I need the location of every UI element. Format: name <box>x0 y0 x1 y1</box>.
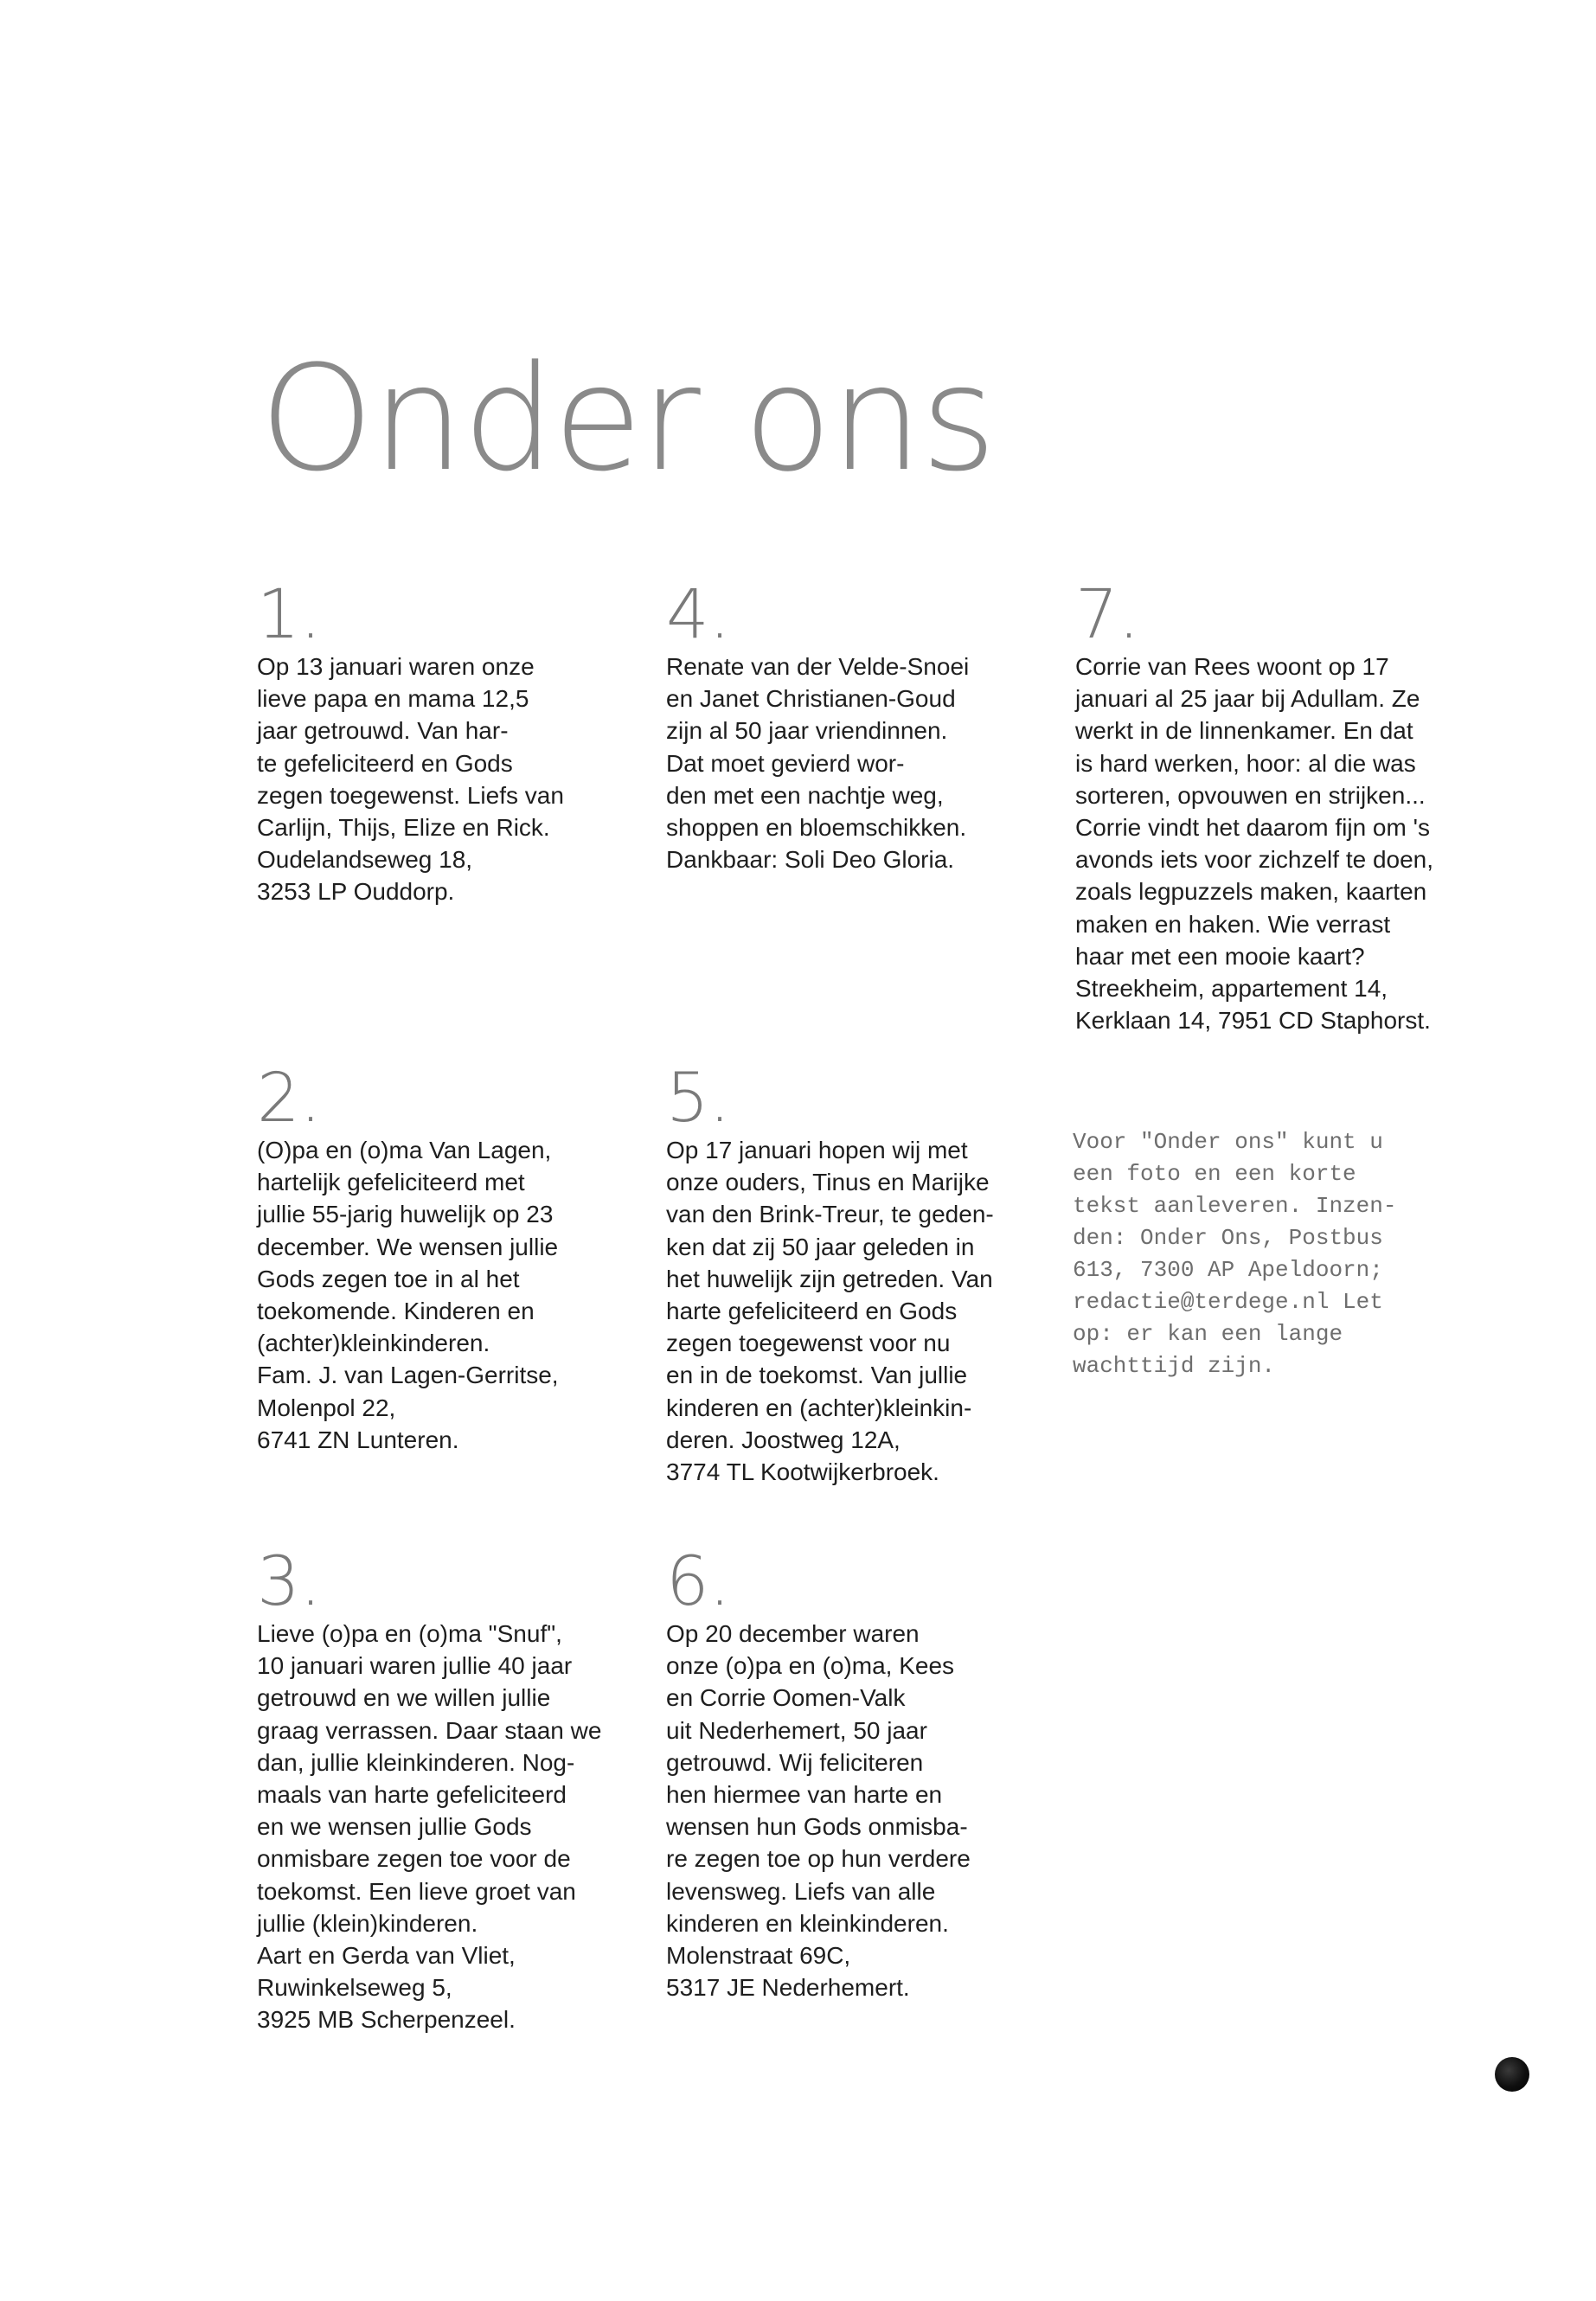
entry-line: Fam. J. van Lagen-Gerritse, <box>257 1362 559 1389</box>
entry-line: Lieve (o)pa en (o)ma "Snuf", <box>257 1620 562 1647</box>
entry-line: jullie 55-jarig huwelijk op 23 <box>257 1201 554 1228</box>
entry-line: en in de toekomst. Van jullie <box>666 1362 968 1389</box>
submission-notice <box>1073 1126 1396 1382</box>
entry-line: sorteren, opvouwen en strijken... <box>1075 781 1426 809</box>
entry-line: hen hiermee van harte en <box>666 1781 943 1809</box>
entry-line: zoals legpuzzels maken, kaarten <box>1075 878 1427 906</box>
entry-line: 6741 ZN Lunteren. <box>257 1426 459 1453</box>
entry-line: Aart en Gerda van Vliet, <box>257 1942 516 1970</box>
entry-line: Oudelandseweg 18, <box>257 846 473 874</box>
entry-line: harte gefeliciteerd en Gods <box>666 1298 958 1325</box>
entry-line: jaar getrouwd. Van har- <box>257 717 509 745</box>
entry-line: en Janet Christianen-Goud <box>666 685 956 713</box>
page-title: Onder ons <box>260 334 995 503</box>
entry-text <box>257 1134 629 1456</box>
entry-line: graag verrassen. Daar staan we <box>257 1716 602 1744</box>
entry-line: getrouwd en we willen jullie <box>257 1684 551 1712</box>
entry-text <box>257 1618 629 2036</box>
entry-line: kinderen en kleinkinderen. <box>666 1909 949 1937</box>
entry-line: Gods zegen toe in al het <box>257 1265 520 1292</box>
entry-line: (O)pa en (o)ma Van Lagen, <box>257 1137 552 1163</box>
entry-line: (achter)kleinkinderen. <box>257 1330 490 1357</box>
entry-line: ken dat zij 50 jaar geleden in <box>666 1233 975 1260</box>
entry-line: van den Brink-Treur, te geden- <box>666 1201 994 1228</box>
entry-line: den met een nachtje weg, <box>666 781 944 809</box>
entry-number: 7. <box>1075 576 1140 654</box>
entry-line: Ruwinkelseweg 5, <box>257 1974 452 2002</box>
entry-line: december. We wensen jullie <box>257 1233 559 1260</box>
entry-line: Op 13 januari waren onze <box>257 653 535 680</box>
entry-line: toekomende. Kinderen en <box>257 1298 535 1325</box>
entry-text <box>666 1618 1038 2003</box>
entry-line: is hard werken, hoor: al die was <box>1075 749 1416 777</box>
entry-line: Streekheim, appartement 14, <box>1075 975 1388 1003</box>
entry-line: 10 januari waren jullie 40 jaar <box>257 1652 573 1680</box>
entry-line: Corrie vindt het daarom fijn om 's <box>1075 814 1430 842</box>
entry-line: re zegen toe op hun verdere <box>666 1845 971 1873</box>
entry-line: Dat moet gevierd wor- <box>666 749 905 777</box>
entry-line: shoppen en bloemschikken. <box>666 814 967 842</box>
notice-line: tekst aanleveren. Inzen- <box>1073 1193 1397 1219</box>
entry-2 <box>257 1060 629 1456</box>
entry-line: 3925 MB Scherpenzeel. <box>257 2006 516 2034</box>
entry-line: avonds iets voor zichzelf te doen, <box>1075 846 1434 874</box>
entry-text <box>666 1134 1038 1488</box>
entry-line: en we wensen jullie Gods <box>257 1813 532 1841</box>
entry-7 <box>1075 576 1508 1036</box>
entry-number: 5. <box>666 1060 731 1138</box>
entry-line: Dankbaar: Soli Deo Gloria. <box>666 846 955 874</box>
entry-text <box>257 651 629 908</box>
entry-1 <box>257 576 629 908</box>
entry-3 <box>257 1543 629 2036</box>
entry-4 <box>666 576 1038 875</box>
notice-line: Voor "Onder ons" kunt u <box>1073 1129 1383 1155</box>
entry-line: 5317 JE Nederhemert. <box>666 1974 910 2002</box>
entry-6 <box>666 1543 1038 2003</box>
entry-line: zegen toegewenst voor nu <box>666 1330 951 1357</box>
entry-line: zegen toegewenst. Liefs van <box>257 781 564 809</box>
entry-line: onze (o)pa en (o)ma, Kees <box>666 1652 955 1680</box>
entry-line: Molenpol 22, <box>257 1394 396 1421</box>
notice-line: wachttijd zijn. <box>1073 1353 1276 1379</box>
entry-line: Molenstraat 69C, <box>666 1942 851 1970</box>
entry-line: wensen hun Gods onmisba- <box>666 1813 968 1841</box>
entry-line: maken en haken. Wie verrast <box>1075 910 1391 938</box>
entry-line: 3253 LP Ouddorp. <box>257 878 455 906</box>
entry-line: deren. Joostweg 12A, <box>666 1426 901 1453</box>
entry-line: Renate van der Velde-Snoei <box>666 653 970 680</box>
entry-line: levensweg. Liefs van alle <box>666 1877 936 1905</box>
entry-line: getrouwd. Wij feliciteren <box>666 1748 924 1776</box>
entry-number: 6. <box>666 1543 731 1621</box>
entry-number: 2. <box>257 1060 322 1138</box>
entry-text <box>1075 651 1508 1036</box>
entry-line: dan, jullie kleinkinderen. Nog- <box>257 1748 575 1776</box>
entry-line: lieve papa en mama 12,5 <box>257 685 529 713</box>
entry-line: hartelijk gefeliciteerd met <box>257 1169 525 1196</box>
entry-line: Kerklaan 14, 7951 CD Staphorst. <box>1075 1007 1431 1035</box>
page-end-dot-icon <box>1495 2057 1529 2092</box>
entry-line: kinderen en (achter)kleinkin- <box>666 1394 972 1421</box>
entry-line: onmisbare zegen toe voor de <box>257 1845 571 1873</box>
entry-text <box>666 651 1038 875</box>
entry-line: jullie (klein)kinderen. <box>257 1909 478 1937</box>
entry-line: 3774 TL Kootwijkerbroek. <box>666 1458 939 1486</box>
entry-line: haar met een mooie kaart? <box>1075 942 1365 970</box>
entry-line: toekomst. Een lieve groet van <box>257 1877 576 1905</box>
notice-line: 613, 7300 AP Apeldoorn; <box>1073 1257 1383 1283</box>
notice-line: een foto en een korte <box>1073 1161 1356 1187</box>
entry-number: 4. <box>666 576 731 654</box>
entry-line: maals van harte gefeliciteerd <box>257 1781 567 1809</box>
entry-line: januari al 25 jaar bij Adullam. Ze <box>1075 685 1420 713</box>
entry-line: Op 20 december waren <box>666 1620 920 1647</box>
entry-line: Op 17 januari hopen wij met <box>666 1137 968 1163</box>
entry-line: zijn al 50 jaar vriendinnen. <box>666 717 948 745</box>
entry-line: het huwelijk zijn getreden. Van <box>666 1265 993 1292</box>
entry-number: 3. <box>257 1543 322 1621</box>
entry-number: 1. <box>257 576 322 654</box>
entry-line: Carlijn, Thijs, Elize en Rick. <box>257 814 550 842</box>
entry-line: Corrie van Rees woont op 17 <box>1075 653 1389 680</box>
entry-line: uit Nederhemert, 50 jaar <box>666 1716 927 1744</box>
notice-line: op: er kan een lange <box>1073 1321 1343 1347</box>
notice-line: den: Onder Ons, Postbus <box>1073 1225 1383 1251</box>
notice-line: redactie@terdege.nl Let <box>1073 1289 1383 1315</box>
entry-line: werkt in de linnenkamer. En dat <box>1075 717 1413 745</box>
entry-line: onze ouders, Tinus en Marijke <box>666 1169 990 1196</box>
entry-line: en Corrie Oomen-Valk <box>666 1684 906 1712</box>
entry-line: te gefeliciteerd en Gods <box>257 749 513 777</box>
entry-5 <box>666 1060 1038 1488</box>
